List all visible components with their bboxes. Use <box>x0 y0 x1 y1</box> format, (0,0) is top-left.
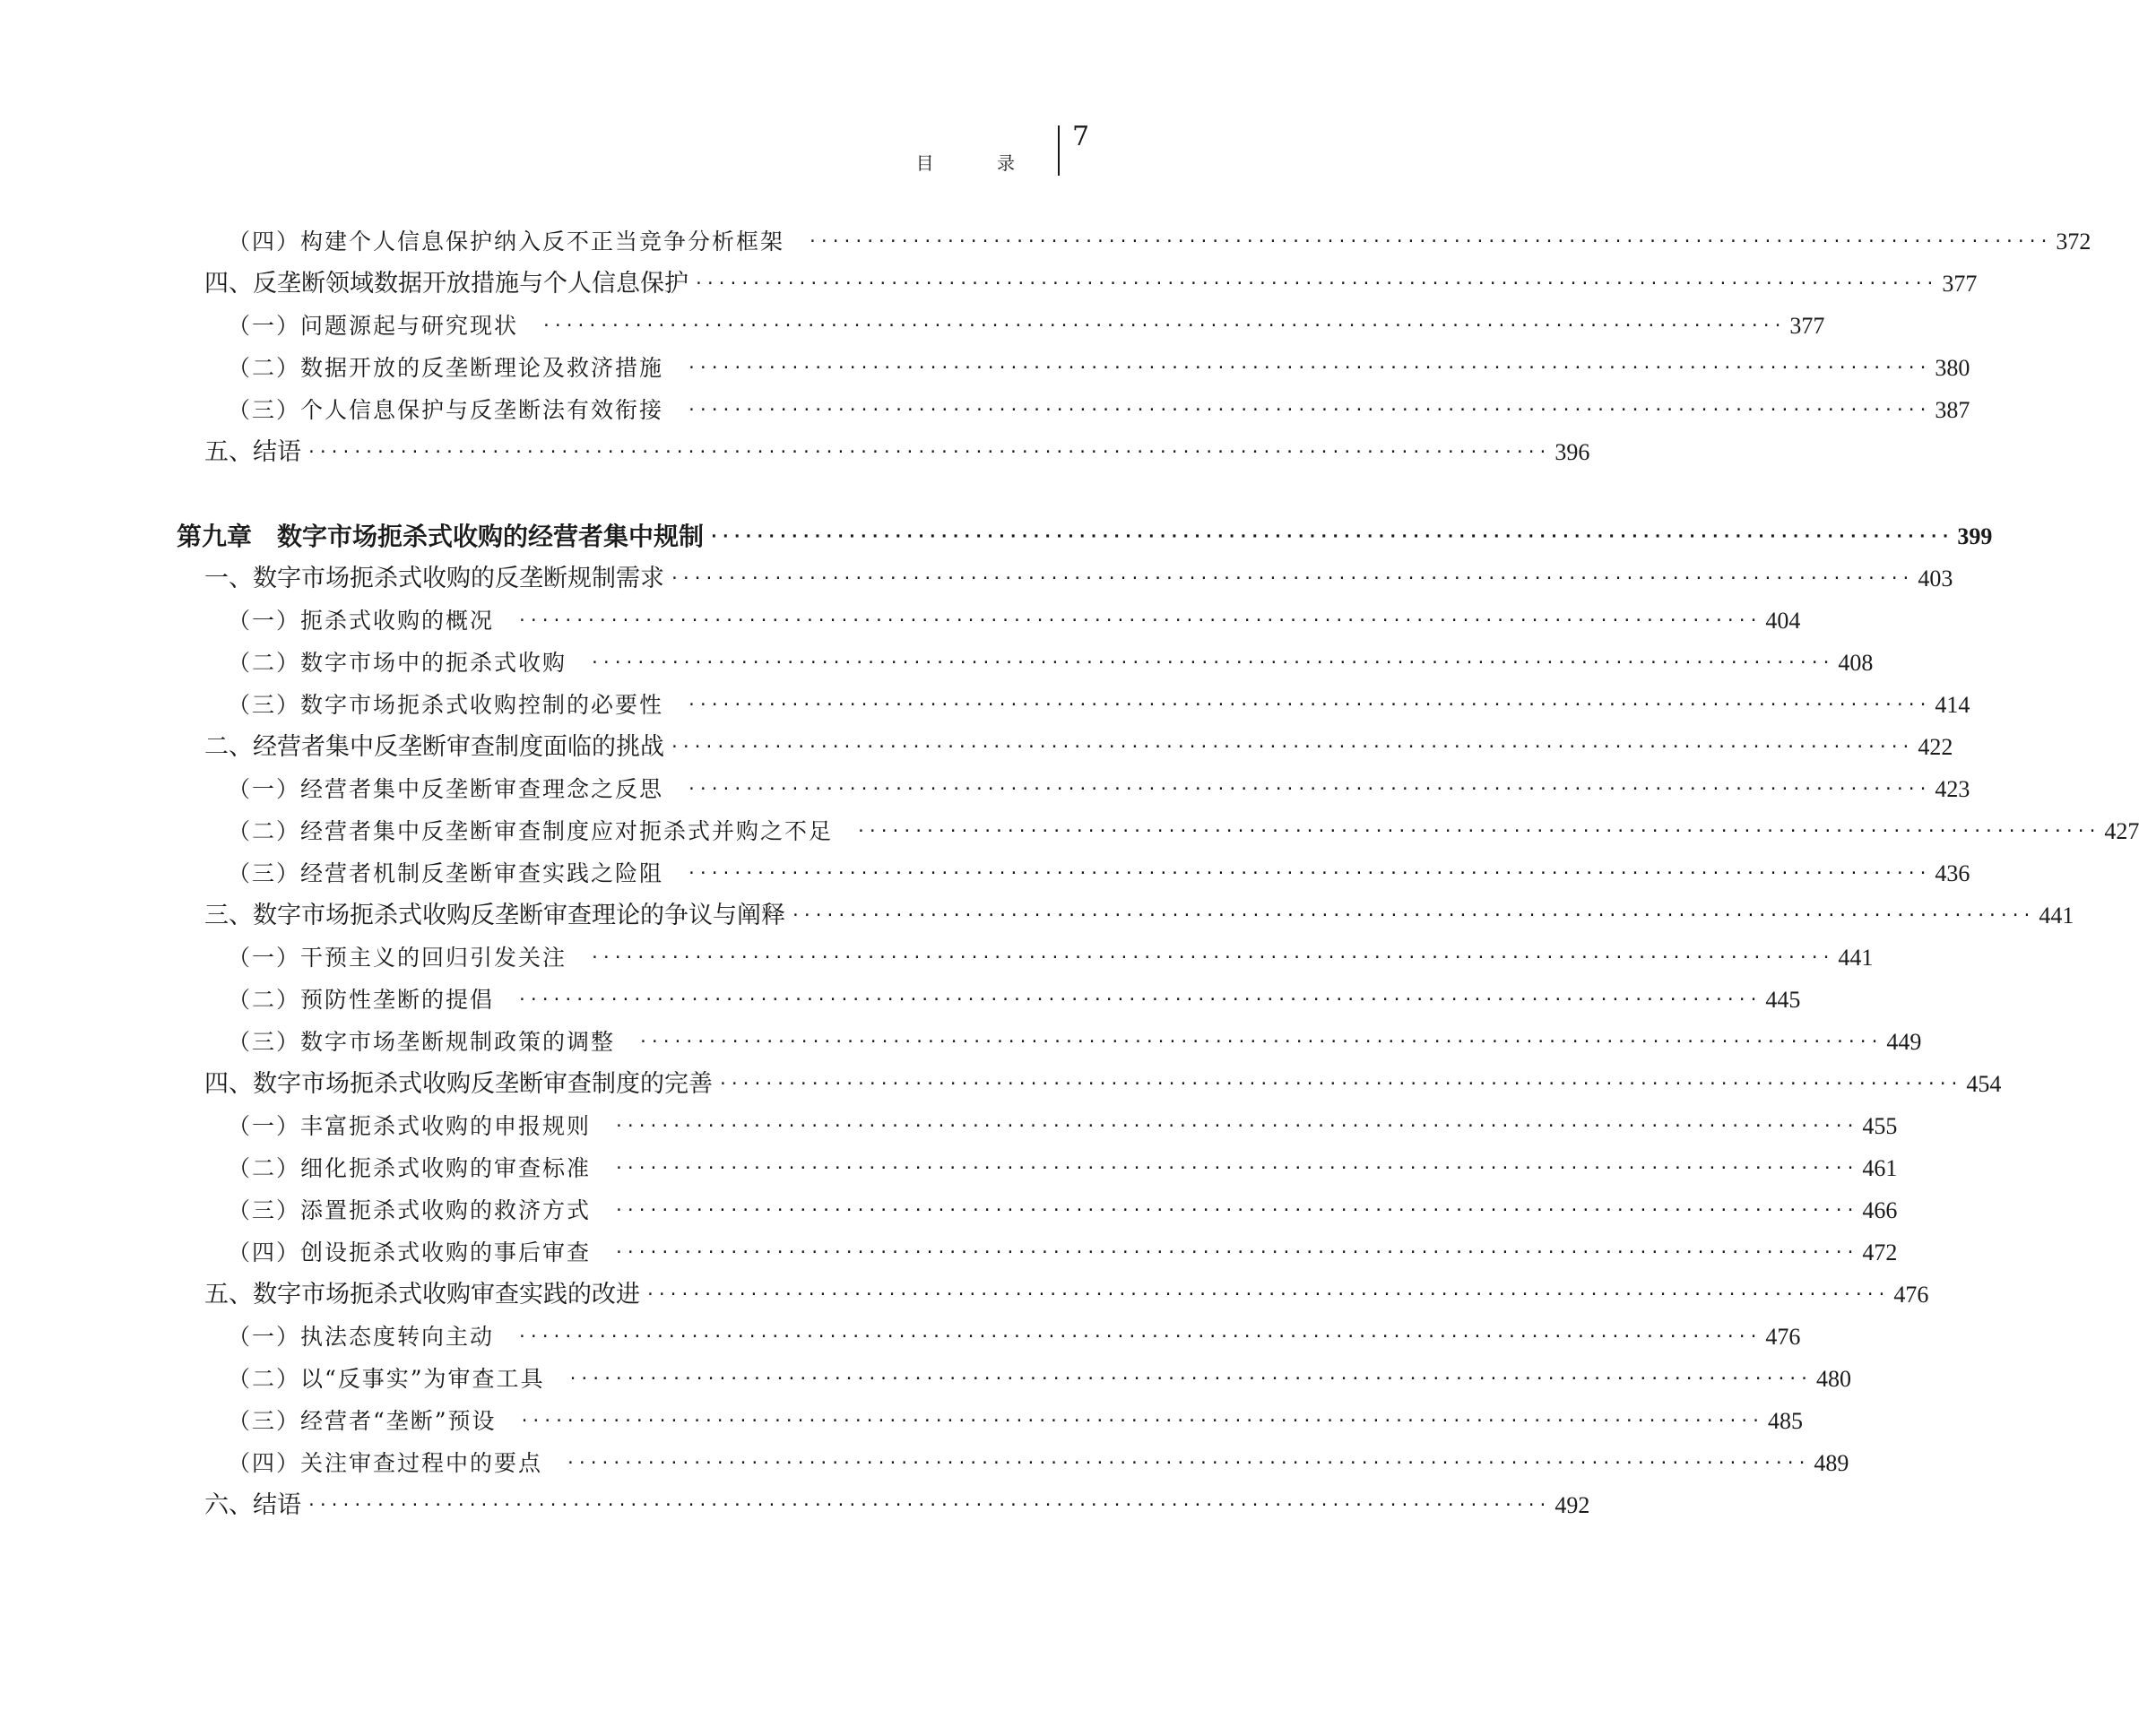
toc-chapter-title: 第九章 数字市场扼杀式收购的经营者集中规制 <box>177 522 705 551</box>
leader-dots: ············································································································ <box>709 527 1953 546</box>
leader-dots: ············································································································ <box>687 864 1930 883</box>
toc-entry-title: （二）预防性垄断的提倡 <box>228 987 495 1013</box>
leader-dots: ············································································································ <box>519 1412 1762 1430</box>
toc-entry-page: 396 <box>1554 439 1590 465</box>
leader-dots: ············································································································ <box>791 906 2034 925</box>
toc-entry[interactable] <box>228 1193 1898 1229</box>
leader-dots: ············································································································ <box>517 611 1761 630</box>
toc-entry-page: 480 <box>1815 1366 1851 1392</box>
toc-entry[interactable] <box>228 687 1970 723</box>
leader-dots: ············································································································ <box>687 358 1930 377</box>
toc-entry[interactable] <box>204 1067 2002 1102</box>
toc-entry-title: （三）经营者“垄断”预设 <box>228 1408 497 1434</box>
toc-entry[interactable] <box>204 561 1953 597</box>
toc-entry-page: 387 <box>1935 397 1970 423</box>
toc-entry-page: 404 <box>1765 608 1801 634</box>
toc-entry[interactable] <box>228 772 1970 808</box>
toc-entry[interactable] <box>204 266 1978 302</box>
toc-entry[interactable] <box>228 1151 1898 1187</box>
toc-entry[interactable] <box>228 1235 1898 1271</box>
toc-entry-title: （二）数字市场中的扼杀式收购 <box>228 650 567 676</box>
toc-entry-title: 二、经营者集中反垄断审查制度面临的挑战 <box>204 733 664 761</box>
leader-dots: ············································································································ <box>614 1201 1858 1220</box>
leader-dots: ············································································································ <box>694 274 1937 293</box>
toc-entry-title: 五、数字市场扼杀式收购审查实践的改进 <box>204 1281 640 1308</box>
toc-entry-page: 427 <box>2104 818 2139 844</box>
toc-entry-title: （三）数字市场垄断规制政策的调整 <box>228 1029 616 1055</box>
leader-dots: ············································································································ <box>307 1496 1550 1515</box>
toc-entry-title: （二）数据开放的反垄断理论及救济措施 <box>228 355 664 381</box>
toc-entry-page: 449 <box>1886 1029 1922 1055</box>
toc-entry-page: 372 <box>2056 229 2091 255</box>
toc-entry[interactable] <box>228 940 1874 976</box>
toc-entry-page: 377 <box>1942 271 1978 297</box>
leader-dots: ············································································································ <box>670 738 1913 756</box>
toc-entry-page: 455 <box>1862 1113 1898 1139</box>
toc-chapter-entry[interactable] <box>177 519 1993 555</box>
toc-entry-title: （四）创设扼杀式收购的事后审查 <box>228 1239 592 1265</box>
toc-entry-title: （三）添置扼杀式收购的救济方式 <box>228 1197 592 1223</box>
toc-entry-title: 五、结语 <box>204 438 301 466</box>
toc-entry-page: 399 <box>1957 523 1993 549</box>
toc-entry-title: （一）丰富扼杀式收购的申报规则 <box>228 1113 592 1139</box>
toc-entry[interactable] <box>228 393 1970 428</box>
leader-dots: ············································································································ <box>614 1117 1858 1136</box>
leader-dots: ············································································································ <box>670 569 1913 588</box>
toc-entry[interactable] <box>228 1109 1898 1144</box>
toc-entry-page: 408 <box>1838 650 1874 676</box>
toc-entry[interactable] <box>228 645 1874 681</box>
toc-entry[interactable] <box>228 224 2091 260</box>
toc-entry-page: 461 <box>1862 1155 1898 1181</box>
toc-entry-title: 一、数字市场扼杀式收购的反垄断规制需求 <box>204 565 664 592</box>
toc-entry-page: 445 <box>1765 987 1801 1013</box>
leader-dots: ············································································································ <box>687 780 1930 799</box>
toc-entry[interactable] <box>228 1361 1851 1397</box>
toc-entry-page: 476 <box>1893 1282 1929 1308</box>
toc-entry[interactable] <box>228 350 1970 386</box>
page-number: 7 <box>1072 121 1090 152</box>
leader-dots: ············································································································ <box>567 1369 1811 1388</box>
toc-entry-page: 377 <box>1789 313 1825 339</box>
toc-entry-title: （二）以“反事实”为审查工具 <box>228 1366 545 1392</box>
toc-entry-title: （一）问题源起与研究现状 <box>228 313 519 339</box>
leader-dots: ············································································································ <box>517 1327 1761 1346</box>
toc-entry[interactable] <box>204 1277 1929 1313</box>
toc-entry-title: （三）个人信息保护与反垄断法有效衔接 <box>228 397 664 423</box>
running-title: 目 录 <box>915 152 1044 174</box>
toc-entry-page: 403 <box>1918 566 1953 592</box>
leader-dots: ············································································································ <box>590 948 1833 967</box>
toc-entry-page: 485 <box>1767 1408 1803 1434</box>
leader-dots: ············································································································ <box>687 401 1930 419</box>
toc-entry-title: （二）经营者集中反垄断审查制度应对扼杀式并购之不足 <box>228 818 834 844</box>
leader-dots: ············································································································ <box>645 1285 1889 1304</box>
toc-entry-title: （三）经营者机制反垄断审查实践之险阻 <box>228 860 664 886</box>
leader-dots: ············································································································ <box>307 443 1550 462</box>
leader-dots: ············································································································ <box>590 653 1833 672</box>
page-header <box>0 121 1243 179</box>
toc-entry-title: （一）执法态度转向主动 <box>228 1324 495 1350</box>
leader-dots: ············································································································ <box>517 990 1761 1009</box>
leader-dots: ············································································································ <box>718 1075 1961 1093</box>
toc-entry-page: 492 <box>1554 1492 1590 1518</box>
toc-entry-title: 四、数字市场扼杀式收购反垄断审查制度的完善 <box>204 1070 713 1098</box>
toc-entry[interactable] <box>228 1024 1922 1060</box>
toc-entry-title: （四）关注审查过程中的要点 <box>228 1450 543 1476</box>
toc-entry-page: 423 <box>1935 776 1970 802</box>
toc-entry[interactable] <box>228 603 1801 639</box>
toc-entry[interactable] <box>228 1319 1801 1355</box>
toc-entry-title: 三、数字市场扼杀式收购反垄断审查理论的争议与阐释 <box>204 902 785 929</box>
toc-entry[interactable] <box>204 730 1953 765</box>
toc-entry[interactable] <box>204 898 2074 934</box>
toc-entry-title: 六、结语 <box>204 1491 301 1519</box>
toc-entry-page: 472 <box>1862 1239 1898 1265</box>
toc-entry-page: 414 <box>1935 692 1970 718</box>
toc-entry-title: 四、反垄断领域数据开放措施与个人信息保护 <box>204 270 688 298</box>
header-divider <box>1058 125 1060 176</box>
toc-entry[interactable] <box>228 814 2139 850</box>
toc-entry-page: 380 <box>1935 355 1970 381</box>
leader-dots: ············································································································ <box>614 1243 1858 1262</box>
toc-entry-page: 489 <box>1814 1450 1849 1476</box>
leader-dots: ············································································································ <box>687 695 1930 714</box>
toc-entry[interactable] <box>228 308 1825 344</box>
toc-entry-page: 436 <box>1935 860 1970 886</box>
leader-dots: ············································································································ <box>808 232 2051 251</box>
toc-entry-title: （一）干预主义的回归引发关注 <box>228 945 567 971</box>
toc-entry[interactable] <box>228 1446 1849 1481</box>
leader-dots: ············································································································ <box>566 1454 1809 1473</box>
toc-entry[interactable] <box>204 1488 1590 1524</box>
toc-entry-page: 422 <box>1918 734 1953 760</box>
leader-dots: ············································································································ <box>614 1159 1858 1178</box>
toc-entry-page: 476 <box>1765 1324 1801 1350</box>
toc-entry-page: 441 <box>2039 903 2074 928</box>
toc-entry-page: 441 <box>1838 945 1874 971</box>
toc-entry[interactable] <box>228 1403 1803 1439</box>
leader-dots: ············································································································ <box>541 316 1785 335</box>
toc-entry-title: （二）细化扼杀式收购的审查标准 <box>228 1155 592 1181</box>
toc-entry-page: 466 <box>1862 1197 1898 1223</box>
toc-entry[interactable] <box>228 982 1801 1018</box>
leader-dots: ············································································································ <box>638 1032 1882 1051</box>
leader-dots: ············································································································ <box>856 822 2100 841</box>
toc-entry-title: （一）扼杀式收购的概况 <box>228 608 495 634</box>
toc-entry-title: （三）数字市场扼杀式收购控制的必要性 <box>228 692 664 718</box>
toc-entry-title: （四）构建个人信息保护纳入反不正当竞争分析框架 <box>228 229 785 255</box>
toc-entry-title: （一）经营者集中反垄断审查理念之反思 <box>228 776 664 802</box>
toc-entry[interactable] <box>228 856 1970 892</box>
toc-entry[interactable] <box>204 435 1590 471</box>
toc-entry-page: 454 <box>1966 1071 2002 1097</box>
